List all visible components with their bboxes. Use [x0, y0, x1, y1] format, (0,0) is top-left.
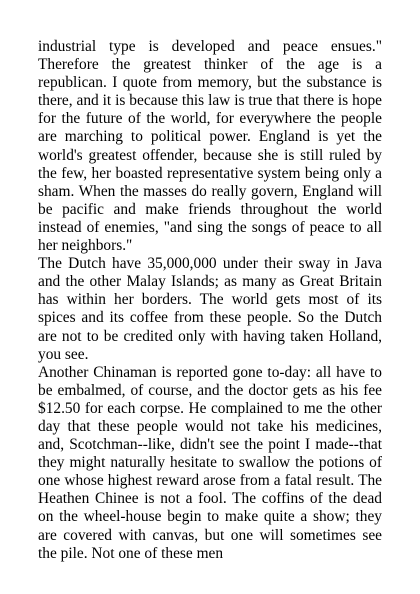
paragraph-2: The Dutch have 35,000,000 under their sway in Java and the other Malay Islands; as many as Great Britain has within her borders. The world gets most of its spices and its coffee from these people. So the Dutch are not to be credited only with having taken Holland, you see.	[38, 255, 382, 363]
paragraph-3: Another Chinaman is reported gone to-day: all have to be embalmed, of course, and the doctor gets as his fee $12.50 for each corpse. He complained to me the other day that these people would not take his medicines, and, Scotchman--like, didn't see the point I made--that they might naturally hesitate to swallow the potions of one whose highest reward arose from a fatal result. The Heathen Chinee is not a fool. The coffins of the dead on the wheel-house begin to make quite a show; they are covered with canvas, but one will sometimes see the pile. Not one of these men	[38, 363, 382, 562]
page-text	[38, 38, 382, 583]
paragraph-1: industrial type is developed and peace ensues." Therefore the greatest thinker of the age is a republican. I quote from memory, but the substance is there, and it is because this law is true that there is hope for the future of the world, for everywhere the people are marching to political power. England is yet the world's greatest offender, because she is still ruled by the few, her boasted representative system being only a sham. When the masses do really govern, England will be pacific and make friends throughout the world instead of enemies, "and sing the songs of peace to all her neighbors."	[38, 38, 382, 255]
